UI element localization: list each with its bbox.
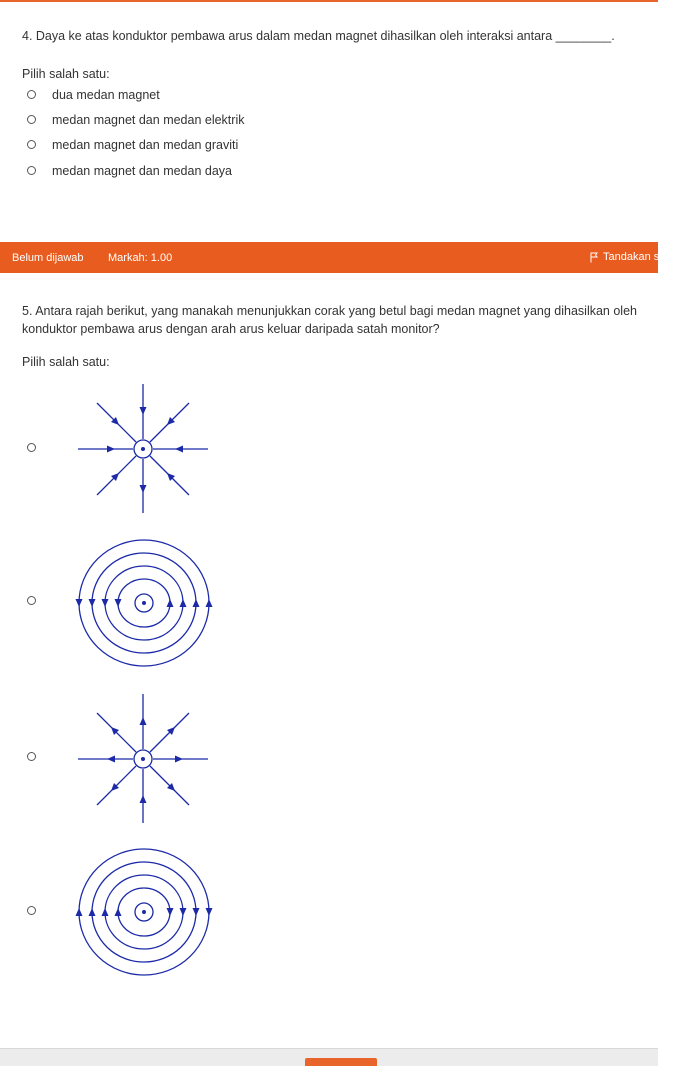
question-5-prompt: Pilih salah satu:: [22, 355, 110, 369]
q5-option-1[interactable]: [27, 439, 36, 457]
next-page-button[interactable]: [305, 1058, 377, 1066]
option-label: medan magnet dan medan daya: [52, 164, 232, 178]
answer-status: Belum dijawab: [12, 252, 84, 264]
radio-button[interactable]: [27, 596, 36, 605]
q4-option-4[interactable]: [27, 162, 232, 180]
question-info-bar: [0, 242, 686, 273]
flag-question-button[interactable]: [590, 251, 686, 263]
q5-option-3[interactable]: [27, 748, 36, 766]
radio-button[interactable]: [27, 115, 36, 124]
q4-option-2[interactable]: [27, 111, 244, 129]
q5-option-2[interactable]: [27, 592, 36, 610]
option-label: medan magnet dan medan graviti: [52, 138, 239, 152]
question-mark: Markah: 1.00: [108, 252, 173, 264]
radio-button[interactable]: [27, 166, 36, 175]
radial-field-outward-diagram: [75, 692, 215, 827]
radial-field-inward-diagram: [75, 382, 215, 517]
radio-button[interactable]: [27, 90, 36, 99]
question-4-text: 4. Daya ke atas konduktor pembawa arus dalam medan magnet dihasilkan oleh interaksi antara ________.: [22, 29, 615, 43]
top-accent-rule: [0, 0, 658, 2]
radio-button[interactable]: [27, 140, 36, 149]
question-5-text: 5. Antara rajah berikut, yang manakah menunjukkan corak yang betul bagi medan magnet yang dihasilkan oleh konduktor pembawa arus dengan arah arus keluar daripada satah monitor?: [22, 304, 637, 336]
question-4-prompt: Pilih salah satu:: [22, 67, 110, 81]
flag-label: Tandakan soalan: [603, 251, 686, 263]
radio-button[interactable]: [27, 906, 36, 915]
q4-option-3[interactable]: [27, 136, 238, 154]
option-label: medan magnet dan medan elektrik: [52, 113, 245, 127]
circular-field-clockwise-diagram: [72, 536, 216, 670]
q5-option-4[interactable]: [27, 902, 36, 920]
q4-option-1[interactable]: [27, 86, 160, 104]
radio-button[interactable]: [27, 443, 36, 452]
option-label: dua medan magnet: [52, 88, 160, 102]
radio-button[interactable]: [27, 752, 36, 761]
circular-field-anticlockwise-diagram: [72, 845, 216, 979]
flag-icon: [590, 252, 598, 263]
